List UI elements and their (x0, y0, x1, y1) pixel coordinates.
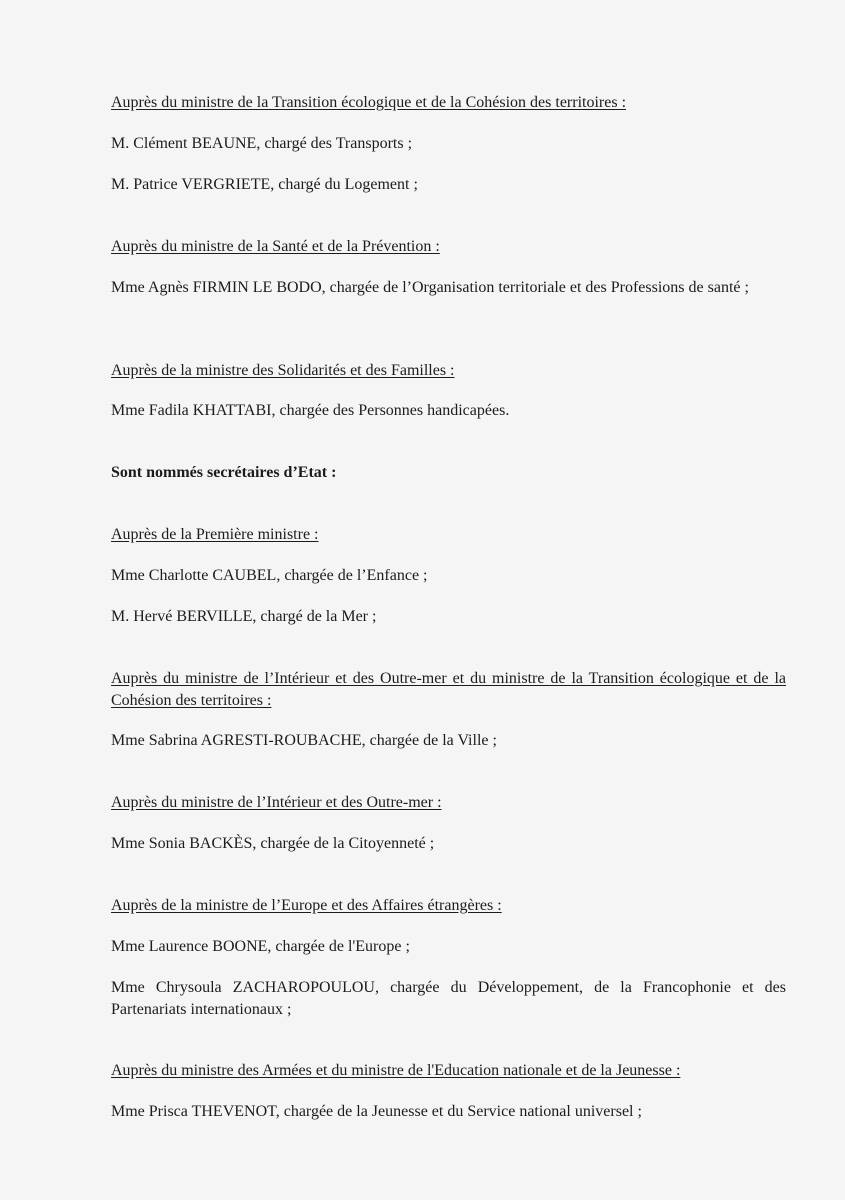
section-heading: Auprès du ministre de la Santé et de la Prévention : (111, 238, 440, 255)
bold-title: Sont nommés secrétaires d’Etat : (111, 464, 337, 481)
section-heading: Auprès de la ministre des Solidarités et des Familles : (111, 362, 455, 379)
section-heading: Auprès du ministre de l’Intérieur et des Outre-mer : (111, 794, 442, 811)
appointment-entry: Mme Charlotte CAUBEL, chargée de l’Enfance ; (111, 567, 428, 584)
appointment-entry: Mme Laurence BOONE, chargée de l'Europe ; (111, 938, 410, 955)
section-heading: Auprès de la Première ministre : (111, 526, 319, 543)
appointment-entry: Mme Agnès FIRMIN LE BODO, chargée de l’Organisation territoriale et des Professions de santé ; (111, 279, 749, 296)
section-heading: Auprès du ministre des Armées et du ministre de l'Education nationale et de la Jeunesse : (111, 1062, 681, 1079)
section-heading: Auprès du ministre de la Transition écologique et de la Cohésion des territoires : (111, 94, 627, 111)
appointment-entry: Mme Fadila KHATTABI, chargée des Personnes handicapées. (111, 402, 510, 419)
appointment-entry: M. Clément BEAUNE, chargé des Transports ; (111, 135, 413, 152)
appointment-entry: Mme Chrysoula ZACHAROPOULOU, chargée du Développement, de la Francophonie et des Partenariats internationaux ; (111, 979, 786, 1018)
appointment-entry: M. Hervé BERVILLE, chargé de la Mer ; (111, 608, 377, 625)
section-heading: Auprès de la ministre de l’Europe et des Affaires étrangères : (111, 897, 502, 914)
appointment-entry: Mme Prisca THEVENOT, chargée de la Jeunesse et du Service national universel ; (111, 1103, 642, 1120)
appointment-entry: Mme Sonia BACKÈS, chargée de la Citoyenneté ; (111, 835, 435, 852)
section-heading: Auprès du ministre de l’Intérieur et des Outre-mer et du ministre de la Transition écologique et de la Cohésion des territoires : (111, 670, 786, 709)
appointment-entry: M. Patrice VERGRIETE, chargé du Logement ; (111, 176, 418, 193)
appointment-entry: Mme Sabrina AGRESTI-ROUBACHE, chargée de la Ville ; (111, 732, 497, 749)
